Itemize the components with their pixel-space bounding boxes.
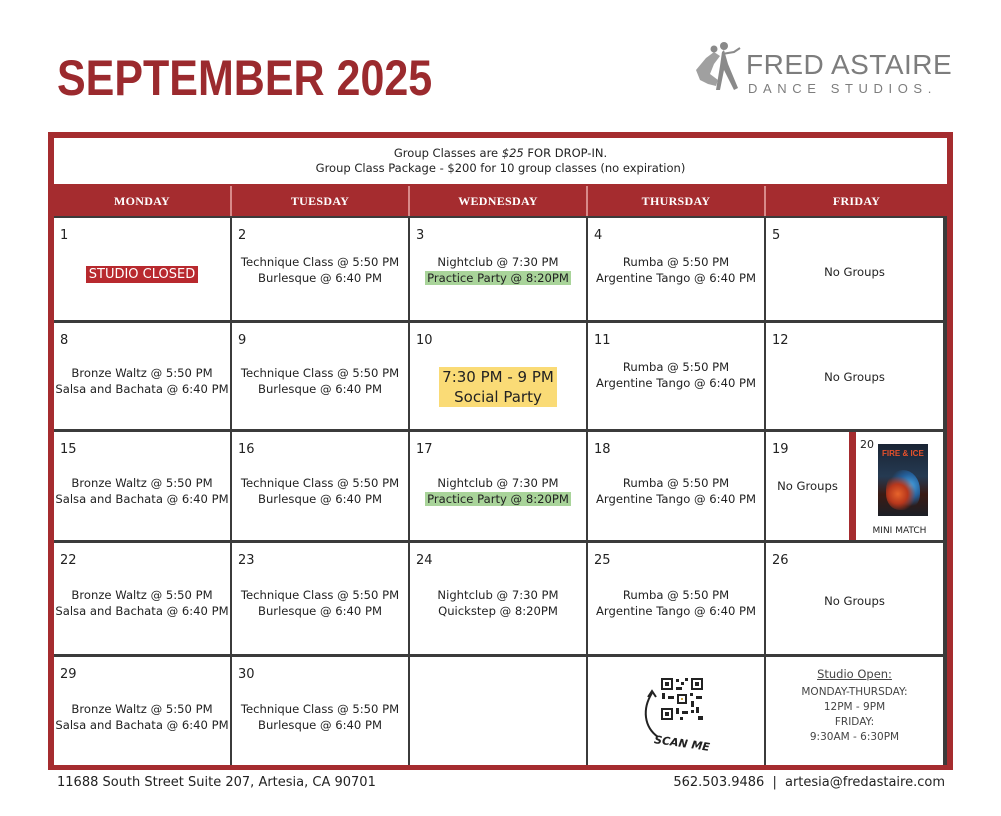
mini-match-label: MINI MATCH <box>872 526 927 536</box>
day-cell <box>410 432 586 540</box>
event-item: Bronze Waltz @ 5:50 PM <box>71 588 213 602</box>
day-number: 5 <box>772 228 781 243</box>
event-item: Bronze Waltz @ 5:50 PM <box>71 702 213 716</box>
studio-hours <box>766 667 943 745</box>
event-list <box>410 475 586 507</box>
qr-cell <box>588 657 764 765</box>
day-cell <box>232 323 408 429</box>
event-item: Salsa and Bachata @ 6:40 PM <box>55 718 229 732</box>
notice-line-1: Group Classes are $25 FOR DROP-IN. <box>393 146 608 160</box>
event-list <box>54 701 230 733</box>
event-list <box>588 359 764 391</box>
event-list <box>588 254 764 286</box>
day-cell <box>232 543 408 654</box>
event-item: Technique Class @ 5:50 PM <box>240 588 400 602</box>
day-cell <box>766 543 943 654</box>
weekday-header <box>54 186 947 216</box>
day-number: 30 <box>238 667 255 682</box>
event-list <box>54 475 230 507</box>
phone-number[interactable]: 562.503.9486 <box>673 775 765 790</box>
practice-party-event: Practice Party @ 8:20PM <box>427 271 569 285</box>
day-cell-split <box>766 432 943 540</box>
event-list <box>588 475 764 507</box>
day-cell <box>766 218 943 320</box>
event-list <box>232 701 408 733</box>
event-item: Technique Class @ 5:50 PM <box>240 255 400 269</box>
fire-and-ice-poster[interactable] <box>878 444 928 516</box>
event-item: Nightclub @ 7:30 PM <box>437 476 559 490</box>
event-list <box>232 587 408 619</box>
day-number: 29 <box>60 667 77 682</box>
event-item: Salsa and Bachata @ 6:40 PM <box>55 604 229 618</box>
event-list <box>766 593 943 609</box>
studio-hours-cell <box>766 657 943 765</box>
day-cell <box>588 543 764 654</box>
event-item: Argentine Tango @ 6:40 PM <box>595 492 756 506</box>
event-item: Nightclub @ 7:30 PM <box>437 588 559 602</box>
social-party-title: Social Party <box>454 388 542 406</box>
no-groups-label: No Groups <box>824 594 885 608</box>
event-item: Rumba @ 5:50 PM <box>622 476 730 490</box>
day-number: 3 <box>416 228 425 243</box>
event-item: Technique Class @ 5:50 PM <box>240 366 400 380</box>
drop-in-price: $25 <box>501 146 524 160</box>
event-list <box>410 587 586 619</box>
day-cell <box>410 543 586 654</box>
day-number: 24 <box>416 553 433 568</box>
no-groups-label: No Groups <box>777 479 838 493</box>
day-number: 1 <box>60 228 69 243</box>
event-item: Rumba @ 5:50 PM <box>622 255 730 269</box>
day-number: 26 <box>772 553 789 568</box>
no-groups-label: No Groups <box>824 370 885 384</box>
day-number: 19 <box>772 442 789 457</box>
flame-graphic <box>886 470 920 510</box>
event-item: Technique Class @ 5:50 PM <box>240 702 400 716</box>
brand-name: FRED ASTAIRE <box>746 49 953 80</box>
day-cell <box>232 218 408 320</box>
event-list <box>232 365 408 397</box>
friday-half <box>766 432 849 540</box>
event-list <box>766 264 943 280</box>
day-number: 8 <box>60 333 69 348</box>
brand-subtitle: DANCE STUDIOS. <box>748 81 937 96</box>
day-cell <box>54 218 230 320</box>
day-cell <box>410 323 586 429</box>
event-item: Burlesque @ 6:40 PM <box>258 382 382 396</box>
day-cell <box>232 432 408 540</box>
day-cell <box>232 657 408 765</box>
weekday-thursday: THURSDAY <box>588 186 766 216</box>
event-item: Argentine Tango @ 6:40 PM <box>595 604 756 618</box>
event-item: Burlesque @ 6:40 PM <box>258 718 382 732</box>
event-list <box>766 478 849 494</box>
social-party-time: 7:30 PM - 9 PM <box>442 368 554 386</box>
event-item: Argentine Tango @ 6:40 PM <box>595 376 756 390</box>
event-item: Rumba @ 5:50 PM <box>622 588 730 602</box>
hours-line: FRIDAY: <box>834 716 875 728</box>
event-list <box>232 254 408 286</box>
day-cell <box>54 657 230 765</box>
day-number: 18 <box>594 442 611 457</box>
notice-line-2: Group Class Package - $200 for 10 group classes (no expiration) <box>315 161 686 175</box>
event-item: Technique Class @ 5:50 PM <box>240 476 400 490</box>
dancing-couple-icon <box>694 40 744 96</box>
weekday-wednesday: WEDNESDAY <box>410 186 588 216</box>
studio-address: 11688 South Street Suite 207, Artesia, CA 90701 <box>57 775 376 790</box>
day-number: 22 <box>60 553 77 568</box>
day-cell <box>588 218 764 320</box>
event-item: Rumba @ 5:50 PM <box>622 360 730 374</box>
day-cell <box>54 323 230 429</box>
calendar <box>48 132 953 770</box>
contact-info <box>673 775 945 790</box>
day-number: 10 <box>416 333 433 348</box>
day-number: 2 <box>238 228 247 243</box>
event-item: Bronze Waltz @ 5:50 PM <box>71 366 213 380</box>
calendar-grid <box>54 216 947 765</box>
email-link[interactable]: artesia@fredastaire.com <box>784 775 945 790</box>
weekday-monday: MONDAY <box>54 186 232 216</box>
day-number: 20 <box>860 438 874 451</box>
month-title: SEPTEMBER 2025 <box>57 50 433 106</box>
day-number: 17 <box>416 442 433 457</box>
event-item: Burlesque @ 6:40 PM <box>258 271 382 285</box>
day-cell-empty <box>410 657 586 765</box>
day-cell <box>766 323 943 429</box>
weekday-friday: FRIDAY <box>832 193 881 208</box>
brand-logo <box>694 40 953 100</box>
studio-hours-title: Studio Open: <box>817 667 892 681</box>
day-number: 9 <box>238 333 247 348</box>
social-party-event <box>410 367 586 407</box>
scan-me-block[interactable] <box>640 671 720 754</box>
poster-title: FIRE & ICE <box>882 449 924 458</box>
event-item: Salsa and Bachata @ 6:40 PM <box>55 492 229 506</box>
day-number: 12 <box>772 333 789 348</box>
day-number: 23 <box>238 553 255 568</box>
practice-party-event: Practice Party @ 8:20PM <box>427 492 569 506</box>
event-list <box>410 254 586 286</box>
day-number: 25 <box>594 553 611 568</box>
day-cell <box>588 323 764 429</box>
studio-closed-badge: STUDIO CLOSED <box>54 263 230 282</box>
event-item: Bronze Waltz @ 5:50 PM <box>71 476 213 490</box>
event-list <box>588 587 764 619</box>
group-class-notice <box>54 138 947 184</box>
day-cell <box>588 432 764 540</box>
day-number: 16 <box>238 442 255 457</box>
qr-code-icon[interactable] <box>660 677 704 721</box>
event-item: Burlesque @ 6:40 PM <box>258 604 382 618</box>
day-cell <box>410 218 586 320</box>
hours-line: 12PM - 9PM <box>823 701 886 713</box>
day-number: 15 <box>60 442 77 457</box>
event-item: Nightclub @ 7:30 PM <box>437 255 559 269</box>
event-item: Argentine Tango @ 6:40 PM <box>595 271 756 285</box>
hours-line: MONDAY-THURSDAY: <box>801 686 908 698</box>
day-cell <box>54 432 230 540</box>
event-item: Salsa and Bachata @ 6:40 PM <box>55 382 229 396</box>
day-divider <box>849 432 856 540</box>
day-cell <box>54 543 230 654</box>
event-item: Quickstep @ 8:20PM <box>438 604 558 618</box>
no-groups-label: No Groups <box>824 265 885 279</box>
hours-line: 9:30AM - 6:30PM <box>809 731 900 743</box>
scan-me-label: SCAN ME <box>653 733 711 754</box>
day-number: 11 <box>594 333 611 348</box>
contact-separator: | <box>772 775 777 790</box>
day-number: 4 <box>594 228 603 243</box>
event-list <box>766 369 943 385</box>
event-list <box>54 587 230 619</box>
event-list <box>232 475 408 507</box>
saturday-half <box>856 432 943 540</box>
weekday-tuesday: TUESDAY <box>232 186 410 216</box>
event-item: Burlesque @ 6:40 PM <box>258 492 382 506</box>
event-list <box>54 365 230 397</box>
